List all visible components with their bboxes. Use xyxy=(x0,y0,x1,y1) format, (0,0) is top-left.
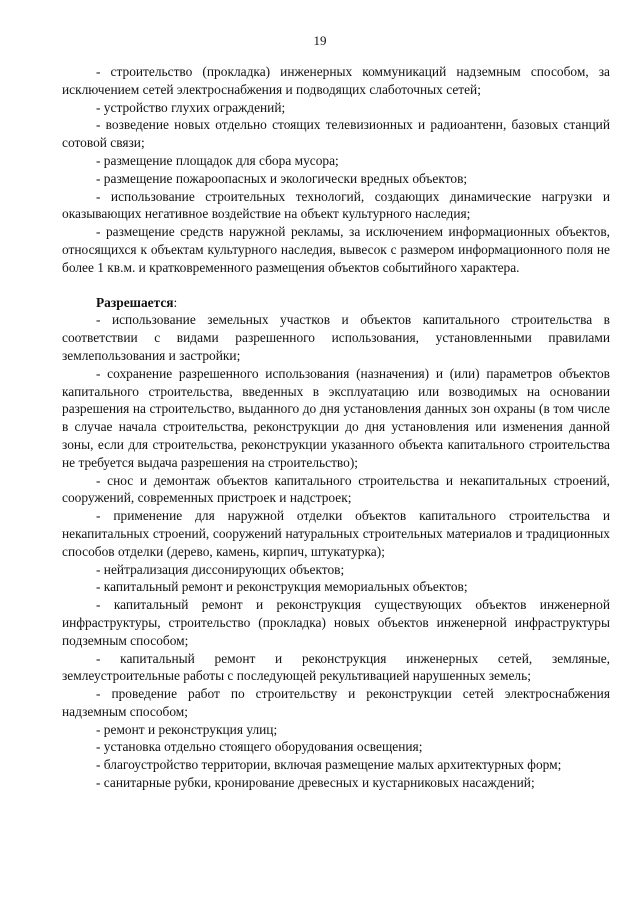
prohibited-list xyxy=(62,63,610,277)
prohibited-item: - использование строительных технологий, создающих динамические нагрузки и оказывающих негативное воздействие на объект культурного наследия; xyxy=(62,188,610,222)
allowed-item: - благоустройство территории, включая размещение малых архитектурных форм; xyxy=(96,757,562,773)
allowed-item: - применение для наружной отделки объектов капитального строительства и некапитальных строений, сооружений натуральных строительных материалов и традиционных способов отделки (дерево, камень, кирпич, штукатурка); xyxy=(62,508,610,559)
allowed-item: - нейтрализация диссонирующих объектов; xyxy=(96,561,345,577)
prohibited-item: - устройство глухих ограждений; xyxy=(96,99,286,115)
allowed-item: - установка отдельно стоящего оборудования освещения; xyxy=(96,739,423,755)
prohibited-item: - возведение новых отдельно стоящих телевизионных и радиоантенн, базовых станций сотовой связи; xyxy=(62,117,610,151)
allowed-item: - использование земельных участков и объектов капитального строительства в соответствии с видами разрешенного использования, установленными правилами землепользования и застройки; xyxy=(62,312,610,363)
allowed-heading-text: Разрешается xyxy=(96,294,174,310)
prohibited-item: - строительство (прокладка) инженерных коммуникаций надземным способом, за исключением сетей электроснабжения и подводящих слаботочных сетей; xyxy=(62,64,610,97)
prohibited-item: - размещение пожароопасных и экологически вредных объектов; xyxy=(96,170,468,186)
allowed-item: - сохранение разрешенного использования (назначения) и (или) параметров объектов капитального строительства, введенных в эксплуатацию или возводимых на основании разрешения на строительство, выданного до дня установления данных зон охраны (в том числе в случае начала строительства, реконструкции до дня установления или изменения данной зоны, если для строительства, реконструкции указанного объекта капитального строительства не требуется выдача разрешения на строительство); xyxy=(62,365,610,470)
allowed-item: - капитальный ремонт и реконструкция мемориальных объектов; xyxy=(96,579,468,595)
allowed-item: - санитарные рубки, кронирование древесных и кустарниковых насаждений; xyxy=(96,775,535,791)
page-number: 19 xyxy=(313,33,327,48)
prohibited-item: - размещение средств наружной рекламы, за исключением информационных объектов, относящихся к объектам культурного наследия, вывесок с размером информационного поля не более 1 кв.м. и кратковременного размещения объектов событийного характера. xyxy=(62,224,610,275)
allowed-item: - капитальный ремонт и реконструкция существующих объектов инженерной инфраструктуры, строительство (прокладка) новых объектов инженерной инфраструктуры подземным способом; xyxy=(62,597,610,648)
prohibited-item: - размещение площадок для сбора мусора; xyxy=(96,152,339,168)
page-body xyxy=(62,63,610,792)
allowed-item: - снос и демонтаж объектов капитального строительства и некапитальных строений, сооружений, современных пристроек и надстроек; xyxy=(62,472,610,506)
allowed-list xyxy=(62,311,610,792)
allowed-item: - проведение работ по строительству и реконструкции сетей электроснабжения надземным способом; xyxy=(62,686,610,719)
allowed-heading-colon: : xyxy=(173,294,178,310)
allowed-heading xyxy=(62,294,610,312)
allowed-item: - капитальный ремонт и реконструкция инженерных сетей, земляные, землеустроительные работы с последующей рекультивацией нарушенных земель; xyxy=(62,650,610,684)
allowed-item: - ремонт и реконструкция улиц; xyxy=(96,721,278,737)
